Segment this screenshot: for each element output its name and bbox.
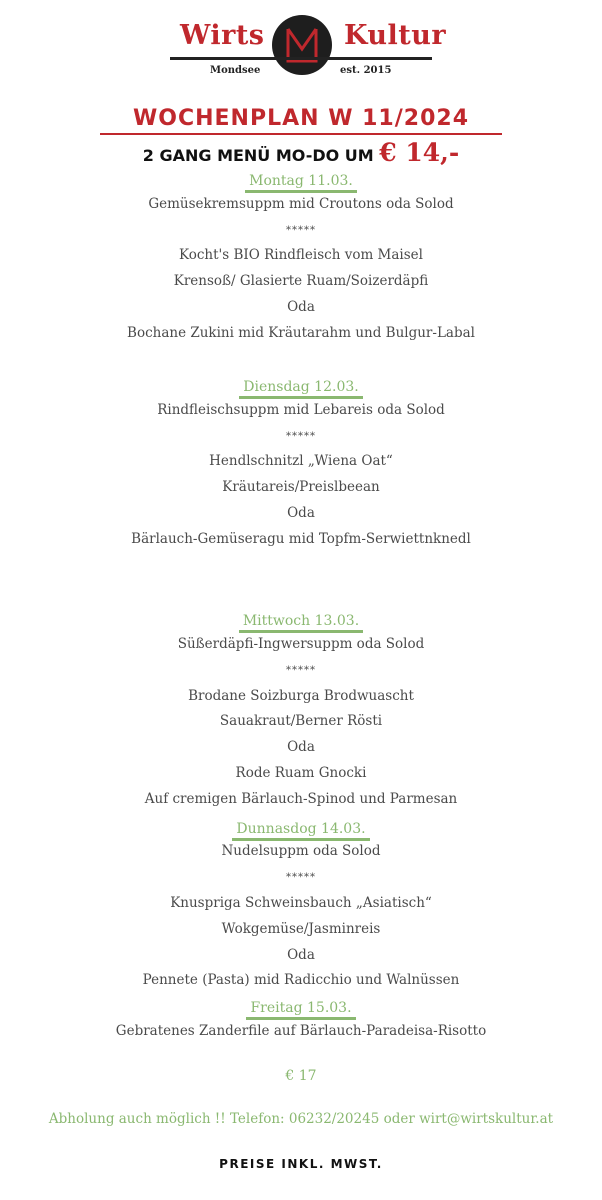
day-heading-label: Diensdag 12.03. [239,379,362,399]
day-heading [0,818,602,841]
dish-line: Süßerdäpfi-Ingwersuppm oda Solod [177,636,425,652]
pickup-contact: Abholung auch möglich !! Telefon: 06232/20245 oder wirt@wirtskultur.at [48,1111,554,1127]
logo-circle [272,15,332,75]
menu-offer-price: € 14,- [379,138,460,167]
dish-line: Auf cremigen Bärlauch-Spinod und Parmesan [144,791,458,807]
logo-word-right: Kultur [344,20,447,51]
course-separator: ***** [286,225,316,236]
wirtskultur-logo [170,10,447,88]
dish-line: Rode Ruam Gnocki [235,765,367,781]
day-heading [0,170,602,193]
dish-line: Wokgemüse/Jasminreis [221,921,381,937]
dish-line: Brodane Soizburga Brodwuascht [188,688,414,704]
logo-rule [170,57,432,60]
w-monogram-icon [272,15,332,75]
alternative-separator: Oda [287,739,315,755]
logo-word-left: Wirts [180,20,265,51]
day-heading-label: Freitag 15.03. [246,1000,355,1020]
dish-line: Pennete (Pasta) mid Radicchio und Walnüssen [142,972,460,988]
logo-location: Mondsee [210,65,261,76]
day-heading [0,997,602,1020]
course-separator: ***** [286,431,316,442]
dish-line: Bärlauch-Gemüseragu mid Topfm-Serwiettnknedl [131,531,471,547]
day-heading [0,376,602,399]
dish-line: Rindfleischsuppm mid Lebareis oda Solod [157,402,445,418]
page-title: WOCHENPLAN W 11/2024 [132,106,469,131]
day-heading [0,610,602,633]
dish-line: Kräutareis/Preislbeean [222,479,380,495]
course-separator: ***** [286,872,316,883]
alternative-separator: Oda [287,947,315,963]
dish-line: Kocht's BIO Rindfleisch vom Maisel [179,247,423,263]
day-heading-label: Dunnasdog 14.03. [232,821,369,841]
dish-line: Knuspriga Schweinsbauch „Asiatisch“ [170,895,432,911]
title-underline [100,133,502,135]
course-separator: ***** [286,665,316,676]
dish-line: Hendlschnitzl „Wiena Oat“ [209,453,393,469]
dish-line: Bochane Zukini mid Kräutarahm und Bulgur-Labal [127,325,475,341]
day-heading-label: Mittwoch 13.03. [239,613,363,633]
alternative-separator: Oda [287,505,315,521]
dish-line: Gebratenes Zanderfile auf Bärlauch-Paradeisa-Risotto [115,1023,487,1039]
dish-line: Gemüsekremsuppm mid Croutons oda Solod [148,196,454,212]
menu-offer [0,138,602,167]
logo-established: est. 2015 [340,65,392,76]
dish-line: Nudelsuppm oda Solod [221,843,381,859]
tax-note: PREISE INKL. MWST. [219,1157,383,1171]
dish-line: Krensoß/ Glasierte Ruam/Soizerdäpfi [173,273,429,289]
dish-line: Sauakraut/Berner Rösti [219,713,383,729]
friday-price: € 17 [285,1068,317,1084]
alternative-separator: Oda [287,299,315,315]
menu-offer-label: 2 GANG MENÜ MO-DO UM [142,146,374,165]
day-heading-label: Montag 11.03. [245,173,357,193]
